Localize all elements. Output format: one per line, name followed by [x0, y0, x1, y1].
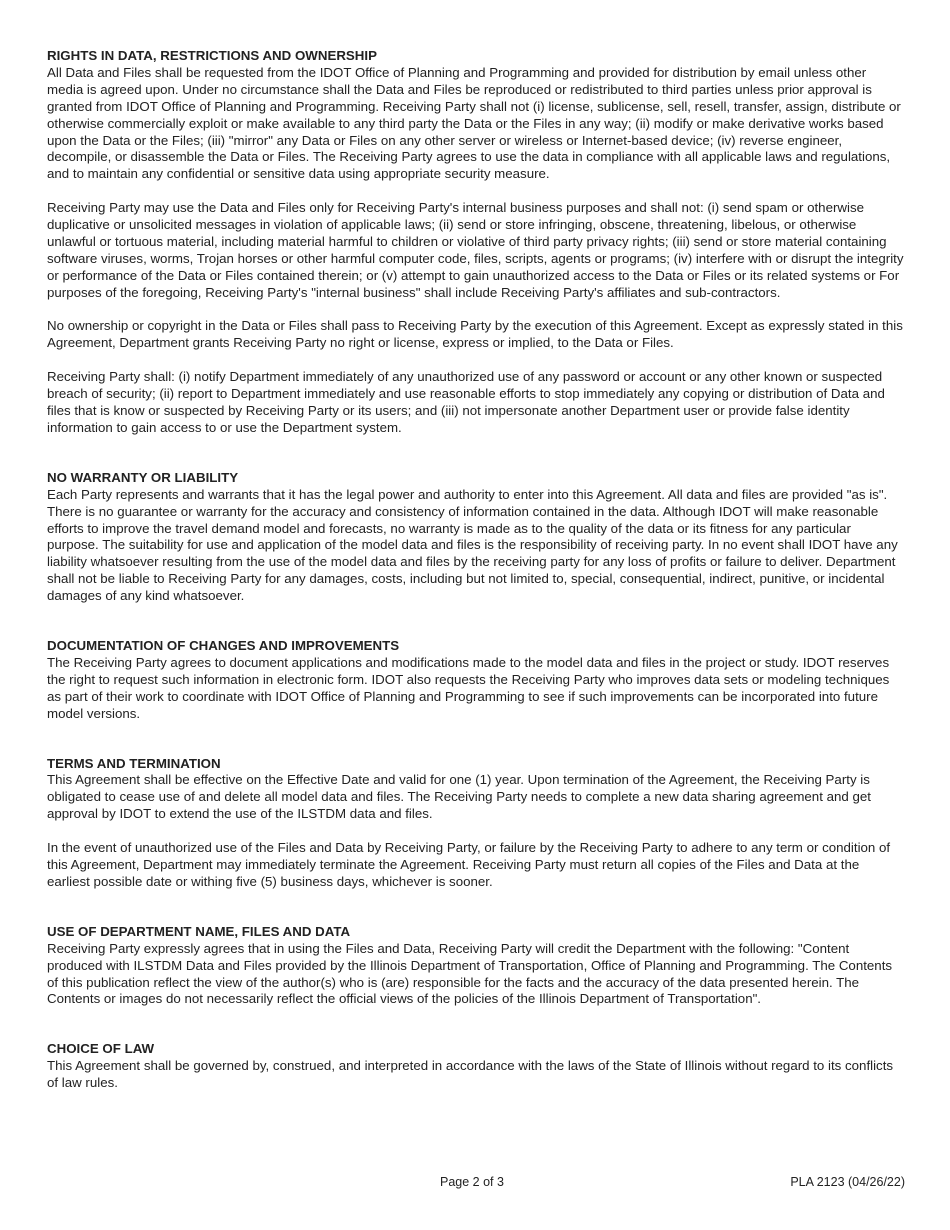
section-heading: TERMS AND TERMINATION [47, 755, 221, 771]
paragraph: This Agreement shall be governed by, construed, and interpreted in accordance with the laws of the State of Illinois without regard to its conflicts of law rules. [47, 1058, 894, 1091]
paragraph: This Agreement shall be effective on the Effective Date and valid for one (1) year. Upon termination of the Agreement, the Receiving Party is obligated to cease use of and delete all model data and files. The Receiving Party needs to complete a new data sharing agreement and get approval by IDOT to extend the use of the ILSTDM data and files. [47, 772, 871, 822]
form-code: PLA 2123 (04/26/22) [790, 1175, 905, 1189]
section-heading: RIGHTS IN DATA, RESTRICTIONS AND OWNERSHIP [47, 48, 377, 63]
section-no-warranty [47, 470, 905, 605]
page-number: Page 2 of 3 [440, 1175, 504, 1189]
section-terms-termination [47, 756, 905, 891]
paragraph: In the event of unauthorized use of the Files and Data by Receiving Party, or failure by the Receiving Party to adhere to any term or condition of this Agreement, Department may immediately terminate the Agreement. Receiving Party must return all copies of the Files and Data at the earliest possible date or withing five (5) business days, whichever is sooner. [47, 840, 891, 889]
paragraph: The Receiving Party agrees to document applications and modifications made to the model data and files in the project or study. IDOT reserves the right to request such information in electronic form. IDOT also requests the Receiving Party who improves data sets or modeling techniques as part of their work to coordinate with IDOT Office of Planning and Programming to see if such improvements can be incorporated into future model versions. [47, 654, 890, 721]
section-heading: USE OF DEPARTMENT NAME, FILES AND DATA [47, 923, 351, 939]
section-heading: CHOICE OF LAW [47, 1041, 155, 1057]
document-body [47, 48, 905, 1092]
section-heading: NO WARRANTY OR LIABILITY [47, 469, 239, 485]
section-use-of-name [47, 924, 905, 1009]
section-heading: DOCUMENTATION OF CHANGES AND IMPROVEMENTS [47, 638, 400, 654]
paragraph: Receiving Party may use the Data and Files only for Receiving Party's internal business purposes and shall not: (i) send spam or otherwise duplicative or unsolicited messages in violation of applicable laws; (ii) send or store infringing, obscene, threatening, libelous, or otherwise unlawful or tortuous material, including material harmful to children or violative of third party privacy rights; (iii) send or store material containing software viruses, worms, Trojan horses or other harmful computer code, files, scripts, agents or programs; (iv) interfere with or disrupt the integrity or performance of the Data or Files contained therein; or (v) attempt to gain unauthorized access to the Data or Files or its related systems or For purposes of the foregoing, Receiving Party's "internal business" shall include Receiving Party's affiliates and sub-contractors. [47, 200, 904, 300]
paragraph: Receiving Party expressly agrees that in using the Files and Data, Receiving Party will credit the Department with the following: "Content produced with ILSTDM Data and Files provided by the Illinois Department of Transportation, Office of Planning and Programming. The Contents of this publication reflect the view of the author(s) who is (are) responsible for the facts and the accuracy of the data presented herein. The Contents or images do not necessarily reflect the official views of the policies of the Illinois Department of Transportation". [47, 940, 893, 1007]
paragraph: No ownership or copyright in the Data or Files shall pass to Receiving Party by the execution of this Agreement. Except as expressly stated in this Agreement, Department grants Receiving Party no right or license, express or implied, to the Data or Files. [47, 318, 903, 351]
paragraph: All Data and Files shall be requested from the IDOT Office of Planning and Programming and provided for distribution by email unless other media is agreed upon. Under no circumstance shall the Data and Files be reproduced or redistributed to third parties unless prior approval is granted from IDOT Office of Planning and Programming. Receiving Party shall not (i) license, sublicense, sell, resell, transfer, assign, distribute or otherwise commercially exploit or make available to any third party the Data or the Files in any way; (ii) modify or make derivative works based upon the Data or the Files; (iii) "mirror" any Data or Files on any other server or wireless or Internet-based device; (iv) reverse engineer, decompile, or disassemble the Data or Files. The Receiving Party agrees to use the data in compliance with all applicable laws and regulations, and to maintain any confidential or sensitive data using appropriate security measure. [47, 64, 901, 182]
paragraph: Receiving Party shall: (i) notify Department immediately of any unauthorized use of any password or account or any other known or suspected breach of security; (ii) report to Department immediately and use reasonable efforts to stop immediately any copying or distribution of Data and files that is know or suspected by Receiving Party or its users; and (iii) not impersonate another Department user or provide false identity information to gain access to or use the Department system. [47, 369, 885, 435]
section-documentation [47, 638, 905, 723]
section-rights-in-data [47, 48, 905, 437]
section-choice-of-law [47, 1041, 905, 1092]
paragraph: Each Party represents and warrants that it has the legal power and authority to enter into this Agreement. All data and files are provided "as is". There is no guarantee or warranty for the accuracy and consistency of information contained in the data. Although IDOT will make reasonable efforts to improve the travel demand model and forecasts, no warranty is made as to the quality of the data or its fitness for any particular purpose. The suitability for use and application of the model data and files is the responsibility of receiving party. In no event shall IDOT have any liability whatsoever resulting from the use of the model data and files by the receiving party for any loss of profits or failure to deliver. Department shall not be liable to Receiving Party for any damages, costs, including but not limited to, special, consequential, indirect, punitive, or incidental damages of any kind whatsoever. [47, 486, 898, 604]
